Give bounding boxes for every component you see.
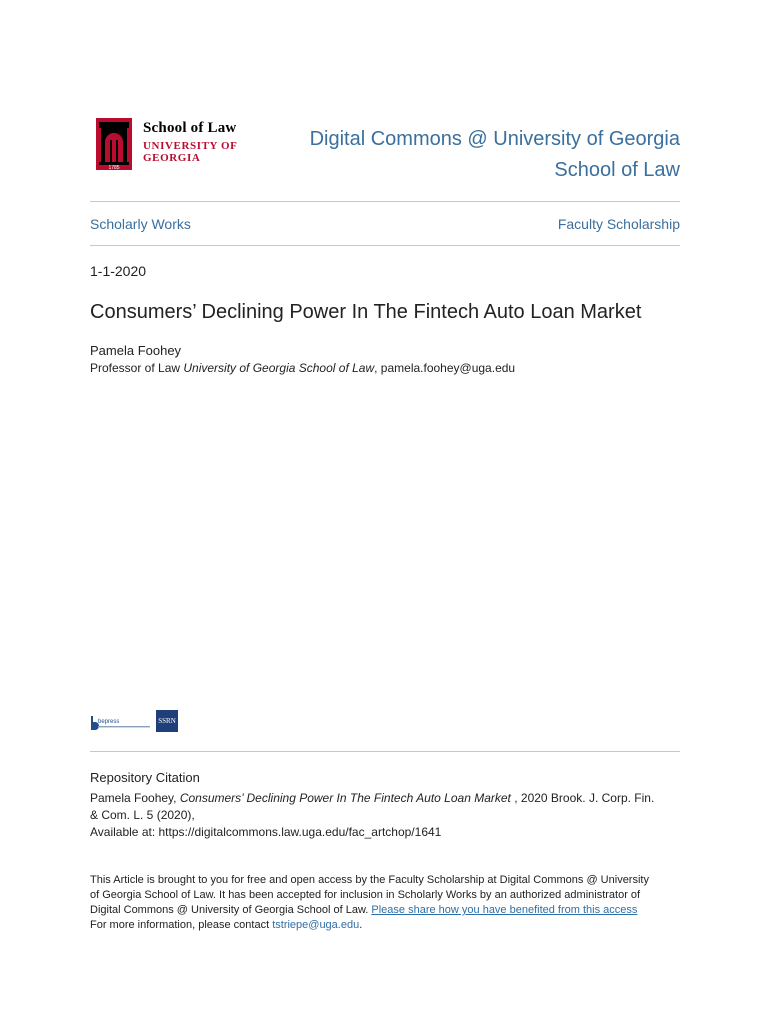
- repository-title-line2[interactable]: School of Law: [554, 159, 680, 181]
- affiliation-institution: University of Georgia School of Law: [183, 361, 375, 375]
- notice-line4-text: For more information, please contact: [90, 919, 273, 931]
- nav-faculty-scholarship[interactable]: Faculty Scholarship: [557, 216, 680, 232]
- nav-scholarly-works[interactable]: Scholarly Works: [90, 216, 191, 232]
- notice-line1: This Article is brought to you for free and open access by the Faculty Scholarship at Digital Commons @ University: [90, 874, 649, 886]
- logo-university: UNIVERSITY OF GEORGIA: [143, 140, 238, 164]
- bepress-icon: [90, 714, 152, 732]
- notice-line3-text: Digital Commons @ University of Georgia School of Law.: [90, 904, 372, 916]
- svg-text:bepress: bepress: [98, 719, 120, 725]
- citation-line2: & Com. L. 5 (2020),: [90, 808, 195, 822]
- access-notice: [90, 873, 700, 933]
- citation-author: Pamela Foohey,: [90, 791, 180, 805]
- author-affiliation: [90, 361, 515, 375]
- notice-line4-end: .: [359, 919, 363, 931]
- svg-text:1785: 1785: [108, 165, 120, 170]
- divider-nav: [90, 245, 680, 246]
- affiliation-email: , pamela.foohey@uga.edu: [374, 361, 516, 375]
- author-name: Pamela Foohey: [90, 343, 182, 358]
- citation-line1: [90, 790, 690, 807]
- arch-icon: [96, 118, 132, 170]
- uga-law-logo[interactable]: [96, 118, 296, 172]
- repository-title-line1[interactable]: Digital Commons @ University of Georgia: [309, 128, 680, 150]
- citation-title: Consumers’ Declining Power In The Fintech Auto Loan Market: [179, 791, 511, 805]
- citation-heading: Repository Citation: [90, 770, 200, 785]
- divider-citation: [90, 751, 680, 752]
- citation-text: [90, 790, 690, 841]
- ssrn-logo[interactable]: [156, 710, 178, 732]
- contact-email-link[interactable]: tstriepe@uga.edu: [272, 919, 360, 931]
- repository-title[interactable]: [300, 124, 680, 186]
- publication-date: 1-1-2020: [90, 263, 147, 279]
- divider-top: [90, 201, 680, 202]
- notice-line2: of Georgia School of Law. It has been accepted for inclusion in Scholarly Works by an authorized administrator of: [90, 889, 641, 901]
- bepress-logo[interactable]: [90, 714, 152, 732]
- citation-available: Available at: https://digitalcommons.law.uga.edu/fac_artchop/1641: [90, 825, 442, 839]
- share-benefit-link[interactable]: Please share how you have benefited from this access: [371, 904, 638, 916]
- citation-journal: , 2020 Brook. J. Corp. Fin.: [510, 791, 655, 805]
- affiliation-prefix: Professor of Law: [90, 361, 184, 375]
- notice-line3: [90, 903, 700, 918]
- notice-line4: [90, 918, 700, 933]
- logo-school-of-law: School of Law: [143, 120, 237, 136]
- ssrn-label: SSRN: [158, 717, 176, 725]
- article-title: Consumers’ Declining Power In The Fintech Auto Loan Market: [90, 301, 642, 323]
